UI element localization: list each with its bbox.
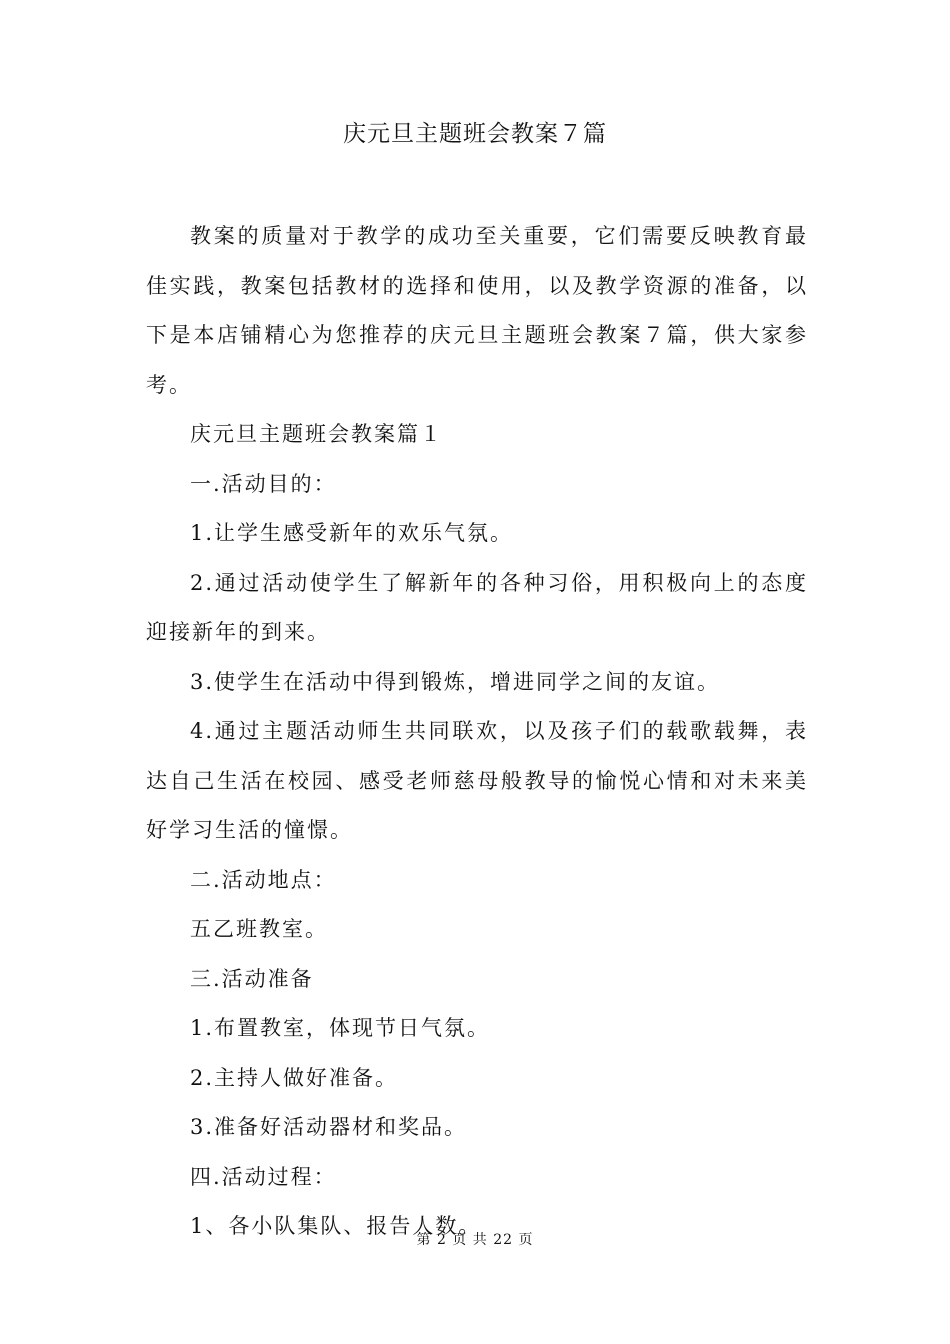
goal-item-3: 3.使学生在活动中得到锻炼，增进同学之间的友谊。 — [190, 669, 721, 694]
paragraph-intro: 教案的质量对于教学的成功至关重要，它们需要反映教育最佳实践，教案包括教材的选择和使用，以及教学资源的准备，以下是本店铺精心为您推荐的庆元旦主题班会教案７篇，供大家参考。 — [146, 224, 808, 397]
prep-item-1: 1.布置教室，体现节日气氛。 — [190, 1016, 491, 1040]
page-footer: 第 2 页 共 22 页 — [416, 1232, 534, 1248]
subheading-activity-process: 四.活动过程： — [190, 1164, 337, 1189]
goal-item-4: 4.通过主题活动师生共同联欢，以及孩子们的载歌载舞，表达自己生活在校园、感受老师慈母般教导的愉悦心情和对未来美好学习生活的憧憬。 — [146, 719, 808, 842]
goal-item-1: 1.让学生感受新年的欢乐气氛。 — [190, 521, 514, 545]
subheading-activity-location: 二.活动地点： — [190, 867, 337, 892]
document-body — [146, 212, 808, 1252]
document-title: 庆元旦主题班会教案７篇 — [343, 121, 607, 147]
prep-item-2: 2.主持人做好准备。 — [190, 1065, 399, 1090]
goal-item-2: 2.通过活动使学生了解新年的各种习俗，用积极向上的态度迎接新年的到来。 — [146, 570, 808, 644]
prep-item-3: 3.准备好活动器材和奖品。 — [190, 1115, 468, 1139]
process-item-1: 1、各小队集队、报告人数。 — [190, 1214, 482, 1238]
location-text: 五乙班教室。 — [190, 917, 328, 941]
section-heading-1: 庆元旦主题班会教案篇１ — [190, 422, 443, 446]
subheading-activity-goal: 一.活动目的： — [190, 471, 337, 496]
subheading-activity-preparation: 三.活动准备 — [190, 966, 314, 991]
